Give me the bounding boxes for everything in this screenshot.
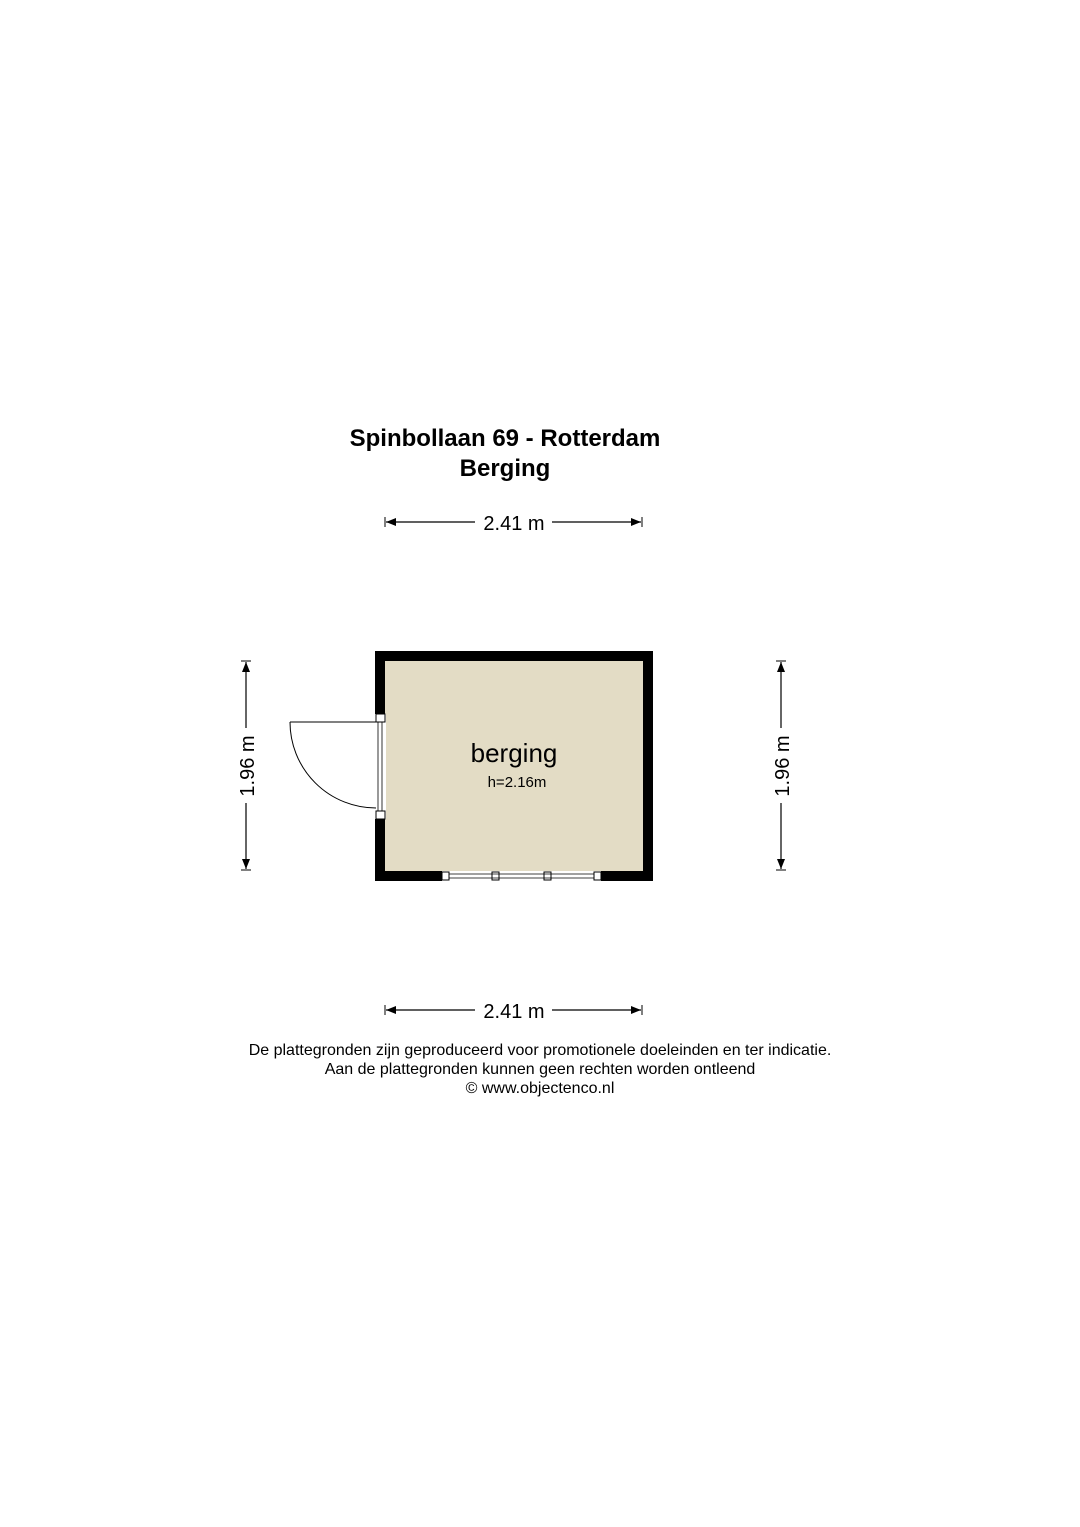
dimension-top-label: 2.41 m [483, 513, 545, 535]
dimension-left-label: 1.96 m [237, 735, 259, 797]
dimension-bottom-label: 2.41 m [483, 1001, 545, 1023]
door [290, 714, 386, 819]
plan-subtitle: Berging [459, 455, 551, 482]
room-height: h=2.16m [487, 774, 547, 791]
room-name: berging [470, 738, 558, 768]
dimension-top [385, 513, 642, 535]
dimension-right-label: 1.96 m [772, 735, 794, 797]
copyright-line: © www.objectenco.nl [465, 1080, 615, 1097]
plan-title: Spinbollaan 69 - Rotterdam [349, 425, 661, 452]
window [442, 871, 601, 881]
disclaimer-line-1: De plattegronden zijn geproduceerd voor promotionele doeleinden en ter indicatie. [248, 1042, 832, 1059]
disclaimer-line-2: Aan de plattegronden kunnen geen rechten worden ontleend [324, 1061, 756, 1078]
dimension-left [237, 661, 259, 870]
dimension-right [772, 661, 794, 870]
dimension-bottom [385, 1001, 642, 1023]
